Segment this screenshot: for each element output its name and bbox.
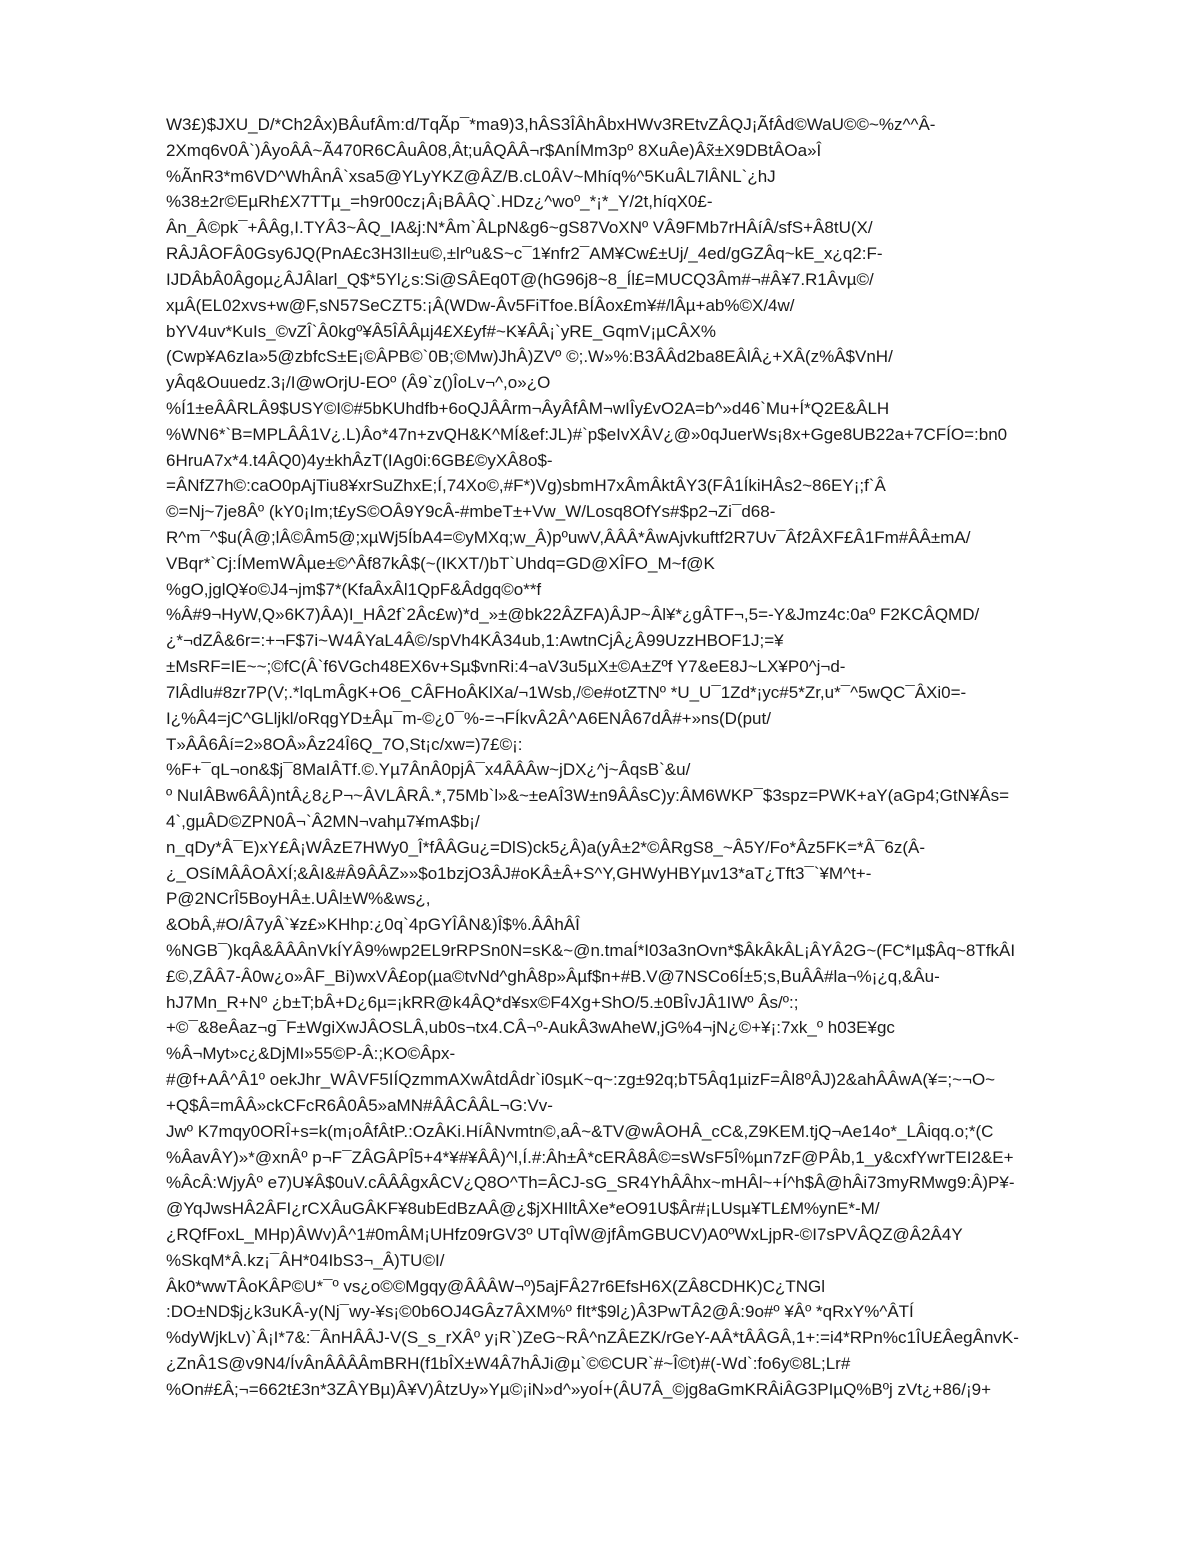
text-line: :DO±ND$j¿k3uKÂ-y(Nj¯wy-¥s¡©0b6OJ4GÂz7ÂXM%º fIt*$9l¿)Â3PwTÂ2@Â:9o#º ¥Âº *qRxY%^ÂTÍ: [166, 1302, 914, 1322]
text-line: ¿*¬dZÂ&6r=:+¬F$7i~W4ÂYaL4Â©/spVh4KÂ34ub,1:AwtnCjÂ¿Â99UzzHBOF1J;=¥: [166, 631, 784, 651]
text-line: Ân_Â©pk¯+ÂÂg,I.TYÂ3~ÂQ_IA&j:N*Âm`ÂLpN&g6~gS87VoXNº VÂ9FMb7rHÂíÂ/sfS+Â8tU(X/: [166, 218, 873, 238]
text-line: xµÂ(EL02xvs+w@F,sN57SeCZT5:¡Â(WDw-Âv5FiTfoe.BÍÂox£m¥#/lÂµ+ab%©X/4w/: [166, 295, 795, 315]
text-line: 4`,gµÂD©ZPN0Â¬`Â2MN¬vahµ7¥mA$b¡/: [166, 811, 480, 831]
text-line: %Â¬Myt»c¿&DjMI»55©P-Â:;KO©Âpx-: [166, 1044, 456, 1064]
text-line: ±MsRF=IE~~;©fC(Â`f6VGch48EX6v+Sµ$vnRi:4¬aV3u5µX±©A±Zºf Y7&eE8J~LX¥P0^j¬d-: [166, 657, 846, 677]
text-line: #@f+AÂ^Â1º oekJhr_WÂVF5IÍQzmmAXwÂtdÂdr`i0sµK~q~:zg±92q;bT5Âq1µizF=Âl8ºÂJ)2&ahÂÂwA(¥=;~¬O~: [166, 1070, 996, 1090]
text-line: 6HruA7x*4.t4ÂQ0)4y±khÂzT(IAg0i:6GB£©yXÂ8o$-: [166, 450, 553, 470]
text-line: %WN6*`B=MPLÂÂ1V¿.L)Âo*47n+zvQH&K^MÍ&ef:JL)#`p$eIvXÂV¿@»0qJuerWs¡8x+Gge8UB22a+7CFÍO=:bn0: [166, 424, 1008, 444]
text-line: T»ÂÂ6Âí=2»8OÂ»Âz24Î6Q_7O,St¡c/xw=)7£©¡:: [166, 734, 523, 754]
text-line: %F+¯qL¬on&$j¯8MaIÂTf.©.Yµ7ÂnÂ0pjÂ¯x4ÂÂÂw~jDX¿^j~ÂqsB`&u/: [166, 760, 691, 780]
text-line: R^m¯^$u(Â@;lÂ©Âm5@;xµWj5ÍbA4=©yMXq;w_Â)pºuwV,ÂÂÂ*ÂwAjvkuftf2R7Uv¯Âf2ÂXF£Â1Fm#ÂÂ±mA/: [166, 528, 971, 547]
text-line: %dyWjkLv)`Â¡I*7&:¯ÂnHÂÂJ-V(S_s_rXÂº y¡R`)ZeG~RÂ^nZÂEZK/rGeY-AÂ*tÂÂGÂ,1+:=i4*RPn%c1ÎU£ÂegÂnvK-: [166, 1328, 1019, 1348]
text-line: %Í1±eÂÂRLÂ9$USY©I©#5bKUhdfb+6oQJÂÂrm¬ÂyÂfÂM¬wIÎy£vO2A=b^»d46`Mu+Í*Q2E&ÂLH: [166, 398, 890, 418]
text-line: bYV4uv*KuIs_©vZÎ`Â0kgº¥Â5ÎÂÂµj4£X£yf#~K¥ÂÂ¡`yRE_GqmV¡µCÂX%: [166, 321, 716, 341]
text-line: hJ7Mn_R+Nº ¿b±T;bÂ+D¿6µ=¡kRR@k4ÂQ*d¥sx©F4Xg+ShO/5.±0BÎvJÂ1IWº Âs/º:;: [166, 992, 799, 1012]
document-body: [166, 112, 1126, 1403]
text-line: %On#£Â;¬=662t£3n*3ZÂYBµ)Â¥V)ÂtzUy»Yµ©¡iN»d^»yoÍ+(ÂU7Â_©jg8aGmKRÂiÂG3PIµQ%Bºj zVt¿+86/¡9+: [166, 1379, 992, 1399]
text-line: (Cwp¥A6zIa»5@zbfcS±E¡©ÂPB©`0B;©Mw)JhÂ)ZVº ©;.W»%:B3ÂÂd2ba8EÂlÂ¿+XÂ(z%Â$VnH/: [166, 347, 893, 367]
text-line: +Q$Â=mÂÂ»ckCFcR6Â0Â5»aMN#ÂÂCÂÂL¬G:Vv-: [166, 1095, 553, 1115]
text-line: %ÂcÂ:WjyÂº e7)U¥Â$0uV.cÂÂÂgxÂCV¿Q8O^Th=ÂCJ-sG_SR4YhÂÂhx~mHÂl~+Í^h$Â@hÂi73myRMwg9:Â)P¥-: [166, 1173, 1015, 1193]
text-line: ¿RQfFoxL_MHp)ÂWv)Â^1#0mÂM¡UHfz09rGV3º UTqÎW@jfÂmGBUCV)A0ºWxLjpR-©I7sPVÂQZ@Â2Â4Y: [166, 1224, 963, 1244]
text-line: P@2NCrÎ5BoyHÂ±.UÂl±W%&ws¿,: [166, 889, 431, 909]
text-line: %Â#9¬HyW,Q»6K7)ÂA)I_HÂ2f`2Âc£w)*d_»±@bk22ÂZFA)ÂJP~Âl¥*¿gÂTF¬,5=-Y&Jmz4c:0aº F2KCÂQMD/: [166, 605, 980, 625]
text-line: Jwº K7mqy0ORÎ+s=k(m¡oÂfÂtP.:OzÂKi.HíÂNvmtn©,aÂ~&TV@wÂOHÂ_cC&,Z9KEM.tjQ¬Ae14o*_LÂiqq.o;*(C: [166, 1121, 994, 1141]
text-line: VBqr*`Cj:ÍMemWÂµe±©^Âf87kÂ$(~(IKXT/)bT`Uhdq=GD@XÎFO_M~f@K: [166, 553, 715, 573]
text-line: ¿_OSíMÂÂOÂXÍ;&ÂI&#Â9ÂÂZ»»$o1bzjO3ÂJ#oKÂ±Â+S^Y,GHWyHBYµv13*aT¿Tft3¯`¥M^t+-: [166, 863, 872, 883]
text-line: 2Xmq6v0Â`)ÂyoÂÂ~Ã470R6CÂuÂ08,Ât;uÂQÂÂ¬r$AnÍMm3pº 8XuÂe)Âx̃±X9DBtÂOa»Î: [166, 140, 822, 160]
text-line: @YqJwsHÂ2ÂFI¿rCXÂuGÂKF¥8ubEdBzAÂ@¿$jXHIltÂXe*eO91U$Âr#¡LUsµ¥TL£M%ynE*-M/: [166, 1199, 880, 1219]
text-line: %gO,jglQ¥o©J4¬jm$7*(KfaÂxÂl1QpF&Âdgq©o**f: [166, 579, 542, 599]
text-line: yÂq&Ouuedz.3¡/I@wOrjU-EOº (Â9`z()ÎoLv¬^,o»¿O: [166, 373, 551, 393]
text-line: n_qDy*Â¯E)xY£Â¡WÂzE7HWy0_Î*fÂÂGu¿=DlS)ck5¿Â)a(yÂ±2*©ÂRgS8_~Â5Y/Fo*Âz5FK=*Â¯6z(Â-: [166, 837, 925, 857]
text-line: ¿ZnÂ1S@v9N4/ÍvÂnÂÂÂÂmBRH(f1bÎX±W4Â7hÂJi@µ`©©CUR`#~Î©t)#(-Wd`:fo6y©8L;Lr#: [166, 1354, 851, 1373]
text-line: RÂJÂOFÂ0Gsy6JQ(PnA£c3H3Il±u©,±lrºu&S~c¯1¥nfr2¯AM¥Cw£±Uj/_4ed/gGZÂq~kE_x¿q2:F-: [166, 244, 883, 264]
text-line: Âk0*wwTÂoKÂP©U*¯º vs¿o©©Mgqy@ÂÂÂW¬º)5ajFÂ27r6EfsH6X(ZÂ8CDHK)C¿TNGl: [166, 1276, 826, 1296]
text-line: &ObÂ,#O/Â7yÂ`¥z£»KHhp:¿0q`4pGYÎÂN&)Î$%.ÂÂhÂÎ: [166, 915, 580, 935]
text-line: %SkqM*Â.kz¡¯ÂH*04IbS3¬_Â)TU©I/: [166, 1250, 445, 1270]
text-line: 7lÂdlu#8zr7P(V;.*lqLmÂgK+O6_CÂFHoÂKlXa/¬1Wsb,/©e#otZTNº *U_U¯1Zd*¡yc#5*Zr,u*¯^5wQC¯ÂXi0=-: [166, 682, 967, 702]
text-line: %ÃnR3*m6VD^WhÂnÂ`xsa5@YLyYKZ@ÂZ/B.cL0ÂV~Mhíq%^5KuÂL7lÂNL`¿hJ: [166, 166, 776, 186]
text-line: W3£)$JXU_D/*Ch2Âx)BÂufÂm:d/TqÃp¯*ma9)3,hÂS3ÎÂhÂbxHWv3REtvZÂQJ¡ÃfÂd©WaU©©~%z^^Â-: [166, 115, 936, 134]
text-line: I¿%Â4=jC^GLljkl/oRqgYD±Âµ¯m-©¿0¯%-=¬FÍkvÂ2Â^A6ENÂ67dÂ#+»ns(D(put/: [166, 708, 771, 728]
text-line: %NGB¯)kqÂ&ÂÂÂnVkÍYÂ9%wp2EL9rRPSn0N=sK&~@n.tmaÍ*I03a3nOvn*$ÂkÂkÂL¡ÂYÂ2G~(FC*Iµ$Âq~8TfkÂI: [166, 941, 1016, 960]
text-line: IJDÂbÂ0Âgoµ¿ÂJÂlarl_Q$*5Yl¿s:Si@SÂEq0T@(hG96j8~8_Íl£=MUCQ3Âm#¬#Â¥7.R1Âvµ©/: [166, 269, 874, 289]
text-line: º NuIÂBw6ÂÂ)ntÂ¿8¿P¬~ÂVLÂRÂ.*,75Mb`l»&~±eAÎ3W±n9ÂÂsC)y:ÂM6WKP¯$3spz=PWK+aY(aGp4;GtN¥Âs=: [166, 786, 1010, 806]
text-line: +©¯&8eÂaz¬g¯F±WgiXwJÂOSLÂ,ub0s¬tx4.CÂ¬º-AukÂ3wAheW,jG%4¬jN¿©+¥¡:7xk_º h03E¥gc: [166, 1018, 895, 1038]
text-line: %ÂavÂY)»*@xnÂº p¬F¯ZÂGÂPÎ5+4*¥#¥ÂÂ)^l,Í.#:Âh±Â*cERÂ8Â©=sWsF5Î%µn7zF@PÂb,1_y&cxfYwrTEI2&E+: [166, 1147, 1014, 1167]
text-line: %38±2r©EµRh£X7TTµ_=h9r00cz¡Â¡BÂÂQ`.HDz¿^woº_*¡*_Y/2t,híqX0£-: [166, 192, 713, 212]
text-line: ©=Nj~7je8Âº (kY0¡Im;t£yS©OÂ9Y9cÂ-#mbeT±+Vw_W/Losq8OfYs#$p2¬Zi¯d68-: [166, 502, 776, 522]
text-line: £©,ZÂÂ7-Â0w¿o»ÂF_Bi)wxVÂ£op(µa©tvNd^ghÂ8p»Âµf$n+#B.V@7NSCo6Í±5;s,BuÂÂ#la¬%¡¿q,&Âu-: [166, 966, 940, 986]
text-line: =ÂNfZ7h©:caO0pAjTiu8¥xrSuZhxE;Í,74Xo©,#F*)Vg)sbmH7xÂmÂktÂY3(FÂ1ÍkiHÂs2~86EY¡;f`Â: [166, 476, 886, 496]
